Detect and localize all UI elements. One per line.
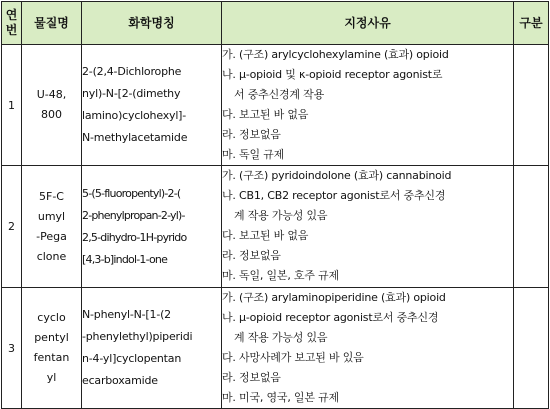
regulation-table (1, 1, 549, 409)
chemical-name-line: 5-(5-fluoropentyl)-2-( (82, 186, 181, 200)
reason-line: 가. (구조) arylcyclohexylamine (효과) opioid (222, 48, 449, 61)
chemical-name-line: -phenylethyl)piperidi (82, 330, 193, 343)
chemical-name (82, 288, 222, 409)
chemical-name-line: N-methylacetamide (82, 131, 188, 144)
substance-name-line: 800 (41, 108, 62, 121)
table-row (2, 45, 549, 166)
chemical-name-line: N-phenyl-N-[1-(2 (82, 308, 171, 321)
reason-line: 다. 보고된 바 없음 (222, 229, 309, 242)
reason-line: 라. 정보없음 (222, 128, 281, 141)
substance-name-line: -Pega (36, 229, 67, 243)
substance-name-line: yl (46, 371, 57, 384)
chemical-name (82, 45, 222, 166)
header-row (2, 2, 549, 45)
row-number: 1 (2, 45, 22, 166)
table-row (2, 166, 549, 288)
reason-line: 다. 보고된 바 없음 (222, 108, 309, 121)
reason-line: 마. 독일, 일본, 호주 규제 (222, 269, 339, 282)
chemical-name-line: 2-(2,4-Dichlorophe (82, 65, 182, 78)
chemical-name-line: n-4-yl]cyclopentan (82, 352, 182, 365)
row-number: 2 (2, 166, 22, 288)
reason-line: 나. μ-opioid receptor agonist로서 중추신경 (222, 311, 439, 324)
substance-name (22, 288, 82, 409)
reason-line: 다. 사망사례가 보고된 바 있음 (222, 351, 364, 364)
substance-name-line: pentyl (34, 331, 69, 344)
header-category: 구분 (514, 2, 549, 45)
reason-line: 라. 정보없음 (222, 249, 281, 262)
substance-name (22, 166, 82, 288)
category-cell (514, 288, 549, 409)
chemical-name-line: lamino)cyclohexyl]- (82, 109, 187, 122)
reason-line: 나. CB1, CB2 receptor agonist로서 중추신경 (222, 189, 446, 202)
designation-reasons (222, 166, 514, 288)
header-substance: 물질명 (22, 2, 82, 45)
header-reason: 지정사유 (222, 2, 514, 45)
reason-line: 가. (구조) pyridoindolone (효과) cannabinoid (222, 169, 452, 182)
chemical-name-line: nyl)-N-[2-(dimethy (82, 87, 181, 100)
substance-name-line: cyclo (37, 311, 66, 324)
header-chemical-name: 화학명칭 (82, 2, 222, 45)
category-cell (514, 166, 549, 288)
reason-line: 마. 미국, 영국, 일본 규제 (222, 391, 339, 404)
reason-line: 나. μ-opioid 및 κ-opioid receptor agonist로 (222, 68, 443, 81)
header-no: 연번 (2, 2, 22, 45)
substance-name-line: U-48, (36, 88, 67, 101)
row-number: 3 (2, 288, 22, 409)
chemical-name-line: [4,3-b]indol-1-one (82, 252, 168, 266)
reason-line: 마. 독일 규제 (222, 148, 285, 161)
substance-name-line: clone (36, 249, 67, 263)
designation-reasons (222, 288, 514, 409)
table-row (2, 288, 549, 409)
reason-line: 계 작용 가능성 있음 (234, 209, 328, 222)
reason-line: 서 중추신경계 작용 (234, 88, 325, 101)
chemical-name (82, 166, 222, 288)
substance-name-line: umyl (37, 209, 66, 223)
chemical-name-line: ecarboxamide (82, 374, 158, 387)
substance-name (22, 45, 82, 166)
chemical-name-line: 2,5-dihydro-1H-pyrido (82, 230, 187, 244)
designation-reasons (222, 45, 514, 166)
substance-name-line: 5F-C (39, 189, 64, 203)
substance-name-line: fentan (33, 351, 70, 364)
category-cell (514, 45, 549, 166)
chemical-name-line: 2-phenylpropan-2-yl)- (82, 208, 185, 222)
reason-line: 가. (구조) arylaminopiperidine (효과) opioid (222, 291, 446, 304)
reason-line: 계 작용 가능성 있음 (234, 331, 328, 344)
reason-line: 라. 정보없음 (222, 371, 281, 384)
